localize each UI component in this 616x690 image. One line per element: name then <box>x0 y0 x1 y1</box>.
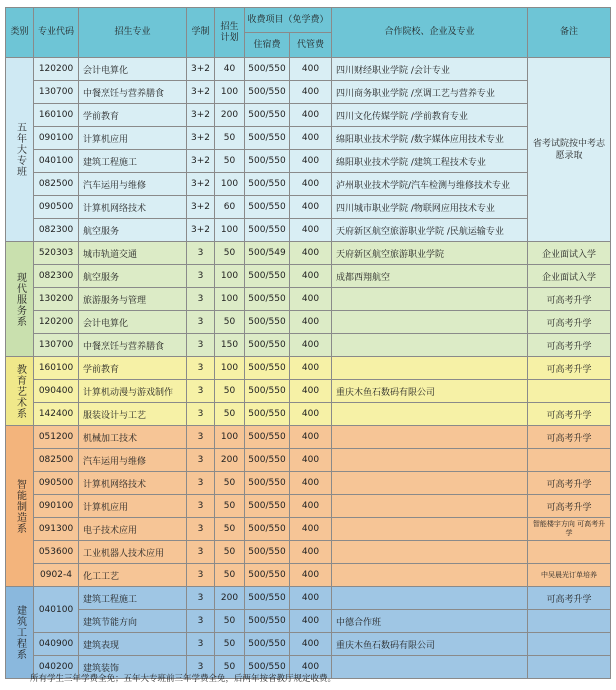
plan-cell: 50 <box>215 656 245 679</box>
duration-cell: 3 <box>187 380 215 403</box>
table-row <box>6 58 611 81</box>
lodging-fee-cell: 500/550 <box>245 311 290 334</box>
plan-cell: 100 <box>215 288 245 311</box>
header-code: 专业代码 <box>34 8 79 58</box>
category-cell: 建筑工程系 <box>6 587 34 679</box>
plan-cell: 40 <box>215 58 245 81</box>
table-row <box>6 150 611 173</box>
remark-cell: 可高考升学 <box>528 587 611 610</box>
table-row <box>6 81 611 104</box>
major-cell: 计算机动漫与游戏制作 <box>79 380 187 403</box>
code-cell: 130700 <box>34 334 79 357</box>
agency-fee-cell: 400 <box>290 173 332 196</box>
lodging-fee-cell: 500/550 <box>245 127 290 150</box>
remark-cell: 可高考升学 <box>528 426 611 449</box>
code-cell: 160100 <box>34 357 79 380</box>
partner-cell: 绵阳职业技术学院 /建筑工程技术专业 <box>332 150 528 173</box>
agency-fee-cell: 400 <box>290 150 332 173</box>
code-cell: 090400 <box>34 380 79 403</box>
partner-cell: 重庆木鱼石数码有限公司 <box>332 380 528 403</box>
duration-cell: 3+2 <box>187 127 215 150</box>
lodging-fee-cell: 500/550 <box>245 357 290 380</box>
code-cell: 040100 <box>34 587 79 633</box>
plan-cell: 50 <box>215 472 245 495</box>
table-row <box>6 380 611 403</box>
duration-cell: 3+2 <box>187 104 215 127</box>
remark-cell <box>528 610 611 633</box>
duration-cell: 3 <box>187 265 215 288</box>
category-cell: 现代服务系 <box>6 242 34 357</box>
agency-fee-cell: 400 <box>290 219 332 242</box>
plan-cell: 100 <box>215 357 245 380</box>
agency-fee-cell: 400 <box>290 357 332 380</box>
remark-cell: 可高考升学 <box>528 403 611 426</box>
partner-cell: 四川财经职业学院 /会计专业 <box>332 58 528 81</box>
major-cell: 会计电算化 <box>79 311 187 334</box>
duration-cell: 3+2 <box>187 58 215 81</box>
table-row <box>6 219 611 242</box>
table-row <box>6 633 611 656</box>
header-agency: 代管费 <box>290 33 332 58</box>
agency-fee-cell: 400 <box>290 288 332 311</box>
remark-cell <box>528 541 611 564</box>
agency-fee-cell: 400 <box>290 564 332 587</box>
lodging-fee-cell: 500/550 <box>245 104 290 127</box>
duration-cell: 3 <box>187 564 215 587</box>
table-row <box>6 357 611 380</box>
plan-cell: 100 <box>215 265 245 288</box>
lodging-fee-cell: 500/550 <box>245 173 290 196</box>
partner-cell <box>332 288 528 311</box>
table-row <box>6 288 611 311</box>
lodging-fee-cell: 500/550 <box>245 403 290 426</box>
major-cell: 旅游服务与管理 <box>79 288 187 311</box>
duration-cell: 3 <box>187 403 215 426</box>
remark-cell: 可高考升学 <box>528 288 611 311</box>
major-cell: 城市轨道交通 <box>79 242 187 265</box>
duration-cell: 3 <box>187 541 215 564</box>
remark-cell: 中吴晨光订单培养 <box>528 564 611 587</box>
major-cell: 航空服务 <box>79 265 187 288</box>
remark-cell <box>528 656 611 679</box>
duration-cell: 3 <box>187 311 215 334</box>
code-cell: 082500 <box>34 173 79 196</box>
partner-cell: 天府新区航空旅游职业学院 <box>332 242 528 265</box>
code-cell: 082300 <box>34 219 79 242</box>
duration-cell: 3 <box>187 518 215 541</box>
table-row <box>6 311 611 334</box>
plan-cell: 50 <box>215 127 245 150</box>
header-plan: 招生计划 <box>215 8 245 58</box>
partner-cell <box>332 472 528 495</box>
agency-fee-cell: 400 <box>290 58 332 81</box>
major-cell: 工业机器人技术应用 <box>79 541 187 564</box>
remark-cell: 可高考升学 <box>528 311 611 334</box>
code-cell: 090500 <box>34 472 79 495</box>
code-cell: 0902-4 <box>34 564 79 587</box>
agency-fee-cell: 400 <box>290 242 332 265</box>
major-cell: 建筑装饰 <box>79 656 187 679</box>
major-cell: 化工工艺 <box>79 564 187 587</box>
remark-cell: 可高考升学 <box>528 472 611 495</box>
duration-cell: 3+2 <box>187 81 215 104</box>
major-cell: 学前教育 <box>79 357 187 380</box>
code-cell: 090100 <box>34 127 79 150</box>
lodging-fee-cell: 500/550 <box>245 656 290 679</box>
table-row <box>6 426 611 449</box>
major-cell: 建筑节能方向 <box>79 610 187 633</box>
plan-cell: 200 <box>215 104 245 127</box>
partner-cell <box>332 311 528 334</box>
table-row <box>6 518 611 541</box>
footer-note: 所有学生三年学费全免；五年大专班前三年学费全免，后两年按省教厅规定收费。 <box>30 674 337 684</box>
agency-fee-cell: 400 <box>290 518 332 541</box>
partner-cell <box>332 449 528 472</box>
lodging-fee-cell: 500/550 <box>245 150 290 173</box>
partner-cell: 重庆木鱼石数码有限公司 <box>332 633 528 656</box>
major-cell: 电子技术应用 <box>79 518 187 541</box>
plan-cell: 100 <box>215 426 245 449</box>
agency-fee-cell: 400 <box>290 587 332 610</box>
partner-cell: 绵阳职业技术学院 /数字媒体应用技术专业 <box>332 127 528 150</box>
partner-cell <box>332 541 528 564</box>
plan-cell: 200 <box>215 587 245 610</box>
major-cell: 中餐烹饪与营养膳食 <box>79 334 187 357</box>
lodging-fee-cell: 500/550 <box>245 518 290 541</box>
duration-cell: 3 <box>187 288 215 311</box>
table-row <box>6 564 611 587</box>
category-cell: 教育艺术系 <box>6 357 34 426</box>
lodging-fee-cell: 500/550 <box>245 633 290 656</box>
table-row <box>6 541 611 564</box>
agency-fee-cell: 400 <box>290 403 332 426</box>
enrollment-table <box>5 7 611 679</box>
major-cell: 计算机应用 <box>79 495 187 518</box>
table-row <box>6 472 611 495</box>
plan-cell: 50 <box>215 610 245 633</box>
header-partner: 合作院校、企业及专业 <box>332 8 528 58</box>
plan-cell: 50 <box>215 518 245 541</box>
duration-cell: 3+2 <box>187 196 215 219</box>
lodging-fee-cell: 500/550 <box>245 288 290 311</box>
major-cell: 建筑工程施工 <box>79 150 187 173</box>
code-cell: 090100 <box>34 495 79 518</box>
duration-cell: 3+2 <box>187 219 215 242</box>
major-cell: 会计电算化 <box>79 58 187 81</box>
plan-cell: 50 <box>215 541 245 564</box>
table-row <box>6 334 611 357</box>
category-cell: 智能制造系 <box>6 426 34 587</box>
agency-fee-cell: 400 <box>290 311 332 334</box>
agency-fee-cell: 400 <box>290 656 332 679</box>
lodging-fee-cell: 500/549 <box>245 242 290 265</box>
table-row <box>6 196 611 219</box>
partner-cell <box>332 656 528 679</box>
partner-cell <box>332 564 528 587</box>
lodging-fee-cell: 500/550 <box>245 219 290 242</box>
header-duration: 学制 <box>187 8 215 58</box>
code-cell: 130200 <box>34 288 79 311</box>
agency-fee-cell: 400 <box>290 472 332 495</box>
table-row <box>6 449 611 472</box>
plan-cell: 50 <box>215 380 245 403</box>
code-cell: 082300 <box>34 265 79 288</box>
partner-cell <box>332 518 528 541</box>
code-cell: 120200 <box>34 311 79 334</box>
code-cell: 090500 <box>34 196 79 219</box>
code-cell: 051200 <box>34 426 79 449</box>
lodging-fee-cell: 500/550 <box>245 196 290 219</box>
remark-cell: 可高考升学 <box>528 334 611 357</box>
duration-cell: 3 <box>187 610 215 633</box>
agency-fee-cell: 400 <box>290 633 332 656</box>
partner-cell: 天府新区航空旅游职业学院 /民航运输专业 <box>332 219 528 242</box>
table-row <box>6 173 611 196</box>
agency-fee-cell: 400 <box>290 265 332 288</box>
agency-fee-cell: 400 <box>290 426 332 449</box>
lodging-fee-cell: 500/550 <box>245 587 290 610</box>
lodging-fee-cell: 500/550 <box>245 426 290 449</box>
lodging-fee-cell: 500/550 <box>245 472 290 495</box>
major-cell: 中餐烹饪与营养膳食 <box>79 81 187 104</box>
agency-fee-cell: 400 <box>290 334 332 357</box>
partner-cell: 泸州职业技术学院/汽车检测与维修技术专业 <box>332 173 528 196</box>
duration-cell: 3+2 <box>187 173 215 196</box>
code-cell: 142400 <box>34 403 79 426</box>
plan-cell: 100 <box>215 219 245 242</box>
table-row <box>6 127 611 150</box>
partner-cell <box>332 426 528 449</box>
table-row <box>6 265 611 288</box>
major-cell: 计算机网络技术 <box>79 196 187 219</box>
header-fees: 收费项目（免学费） <box>245 8 332 33</box>
plan-cell: 50 <box>215 564 245 587</box>
code-cell: 160100 <box>34 104 79 127</box>
plan-cell: 100 <box>215 81 245 104</box>
agency-fee-cell: 400 <box>290 104 332 127</box>
plan-cell: 50 <box>215 242 245 265</box>
plan-cell: 60 <box>215 196 245 219</box>
remark-cell: 企业面试入学 <box>528 265 611 288</box>
partner-cell <box>332 357 528 380</box>
plan-cell: 50 <box>215 403 245 426</box>
remark-cell: 可高考升学 <box>528 495 611 518</box>
partner-cell: 中德合作班 <box>332 610 528 633</box>
enrollment-table-container <box>5 7 610 679</box>
table-row <box>6 587 611 610</box>
agency-fee-cell: 400 <box>290 380 332 403</box>
remark-cell <box>528 449 611 472</box>
partner-cell: 四川城市职业学院 /物联网应用技术专业 <box>332 196 528 219</box>
lodging-fee-cell: 500/550 <box>245 380 290 403</box>
duration-cell: 3 <box>187 426 215 449</box>
duration-cell: 3 <box>187 656 215 679</box>
major-cell: 机械加工技术 <box>79 426 187 449</box>
code-cell: 082500 <box>34 449 79 472</box>
duration-cell: 3 <box>187 242 215 265</box>
major-cell: 建筑表现 <box>79 633 187 656</box>
plan-cell: 50 <box>215 311 245 334</box>
agency-fee-cell: 400 <box>290 541 332 564</box>
agency-fee-cell: 400 <box>290 196 332 219</box>
major-cell: 服装设计与工艺 <box>79 403 187 426</box>
duration-cell: 3 <box>187 357 215 380</box>
lodging-fee-cell: 500/550 <box>245 541 290 564</box>
plan-cell: 200 <box>215 449 245 472</box>
header-lodging: 住宿费 <box>245 33 290 58</box>
category-cell: 五年大专班 <box>6 58 34 242</box>
agency-fee-cell: 400 <box>290 449 332 472</box>
plan-cell: 100 <box>215 173 245 196</box>
agency-fee-cell: 400 <box>290 81 332 104</box>
plan-cell: 50 <box>215 150 245 173</box>
major-cell: 汽车运用与维修 <box>79 449 187 472</box>
table-row <box>6 403 611 426</box>
code-cell: 040900 <box>34 633 79 656</box>
table-row <box>6 610 611 633</box>
remark-cell: 省考试院按中考志愿录取 <box>528 58 611 242</box>
remark-cell: 企业面试入学 <box>528 242 611 265</box>
major-cell: 航空服务 <box>79 219 187 242</box>
remark-cell <box>528 633 611 656</box>
major-cell: 建筑工程施工 <box>79 587 187 610</box>
table-row <box>6 495 611 518</box>
partner-cell: 四川文化传媒学院 /学前教育专业 <box>332 104 528 127</box>
lodging-fee-cell: 500/550 <box>245 334 290 357</box>
header-category: 类别 <box>6 8 34 58</box>
code-cell: 040100 <box>34 150 79 173</box>
lodging-fee-cell: 500/550 <box>245 610 290 633</box>
header-remark: 备注 <box>528 8 611 58</box>
code-cell: 520303 <box>34 242 79 265</box>
duration-cell: 3+2 <box>187 150 215 173</box>
duration-cell: 3 <box>187 449 215 472</box>
major-cell: 学前教育 <box>79 104 187 127</box>
remark-cell: 可高考升学 <box>528 357 611 380</box>
plan-cell: 150 <box>215 334 245 357</box>
partner-cell: 成都西翔航空 <box>332 265 528 288</box>
header-major: 招生专业 <box>79 8 187 58</box>
major-cell: 汽车运用与维修 <box>79 173 187 196</box>
agency-fee-cell: 400 <box>290 127 332 150</box>
duration-cell: 3 <box>187 495 215 518</box>
partner-cell <box>332 334 528 357</box>
major-cell: 计算机应用 <box>79 127 187 150</box>
code-cell: 130700 <box>34 81 79 104</box>
lodging-fee-cell: 500/550 <box>245 265 290 288</box>
duration-cell: 3 <box>187 633 215 656</box>
lodging-fee-cell: 500/550 <box>245 449 290 472</box>
partner-cell: 四川商务职业学院 /烹调工艺与营养专业 <box>332 81 528 104</box>
table-body <box>6 58 611 679</box>
remark-cell: 智能楼宇方向 可高考升学 <box>528 518 611 541</box>
lodging-fee-cell: 500/550 <box>245 58 290 81</box>
code-cell: 091300 <box>34 518 79 541</box>
lodging-fee-cell: 500/550 <box>245 564 290 587</box>
table-header <box>6 8 611 58</box>
partner-cell <box>332 403 528 426</box>
code-cell: 053600 <box>34 541 79 564</box>
code-cell: 040200 <box>34 656 79 679</box>
duration-cell: 3 <box>187 587 215 610</box>
code-cell: 120200 <box>34 58 79 81</box>
table-row <box>6 242 611 265</box>
plan-cell: 50 <box>215 495 245 518</box>
major-cell: 计算机网络技术 <box>79 472 187 495</box>
partner-cell <box>332 587 528 610</box>
plan-cell: 50 <box>215 633 245 656</box>
agency-fee-cell: 400 <box>290 495 332 518</box>
duration-cell: 3 <box>187 472 215 495</box>
agency-fee-cell: 400 <box>290 610 332 633</box>
table-row <box>6 104 611 127</box>
lodging-fee-cell: 500/550 <box>245 81 290 104</box>
partner-cell <box>332 495 528 518</box>
remark-cell <box>528 380 611 403</box>
duration-cell: 3 <box>187 334 215 357</box>
lodging-fee-cell: 500/550 <box>245 495 290 518</box>
